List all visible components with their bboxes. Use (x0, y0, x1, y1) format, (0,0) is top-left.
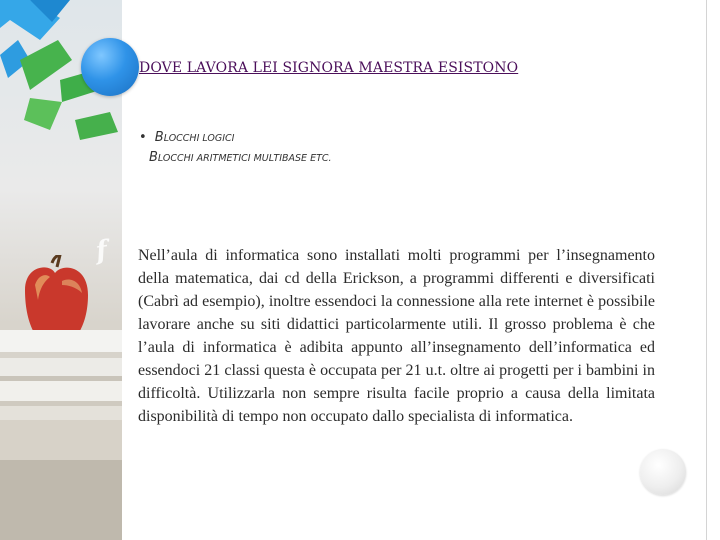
right-frame-line (706, 0, 707, 540)
list-item-text: LOCCHI LOGICI (163, 133, 235, 144)
body-paragraph: Nell’aula di informatica sono installati molti programmi per l’insegnamento della matematica, dai cd della Erickson, a programmi differenti e diversificati (Cabrì ad esempio), inoltre essendoci la connessione alla rete internet è possibile lavorare anche su siti didattici particolarmente utili. Il grosso problema è che l’aula di informatica è adibita appunto all’insegnamento dell’informatica ed essendoci 21 classi questa è occupata per 21 u.t. oltre ai progetti per i bambini in difficoltà. Utilizzarla non sempre risulta facile proprio a causa della limitata disponibilità di tempo non occupato dallo specialista di informatica. (138, 247, 655, 425)
blue-circle (81, 38, 139, 96)
list-item (139, 146, 332, 166)
books-image (0, 330, 122, 540)
list-item (139, 126, 332, 146)
bullet-list (139, 126, 332, 166)
list-item-initial: B (149, 150, 158, 165)
chalk-scribble: f (93, 235, 110, 267)
grey-circle (640, 449, 686, 495)
slide-title: DOVE LAVORA LEI SIGNORA MAESTRA ESISTONO (139, 60, 519, 76)
bullet-icon: • (139, 130, 147, 145)
list-item-text: LOCCHI ARITMETICI MULTIBASE ETC. (157, 153, 332, 164)
list-item-initial: B (154, 130, 164, 145)
